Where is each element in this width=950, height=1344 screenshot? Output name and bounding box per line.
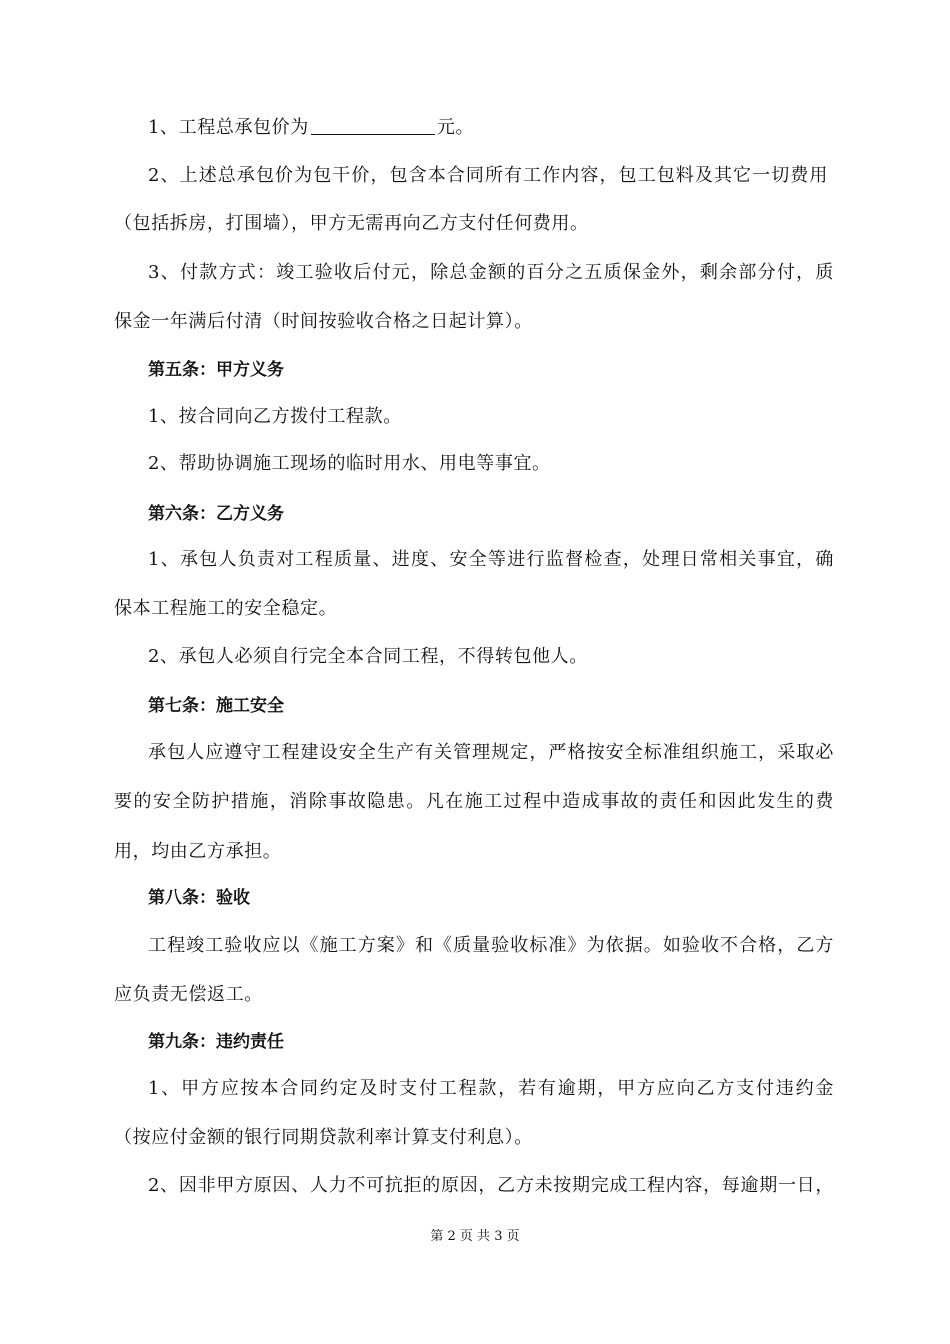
price-clause-prefix: 1、工程总承包价为 <box>148 117 309 138</box>
price-clause-line <box>0 116 950 140</box>
paragraph-line: 工程竣工验收应以《施工方案》和《质量验收标准》为依据。如验收不合格，乙方 <box>148 935 834 956</box>
page-number-footer: 第 2 页 共 3 页 <box>430 1229 520 1244</box>
paragraph-line: 应负责无偿返工。 <box>114 984 263 1005</box>
paragraph-line: （按应付金额的银行同期贷款利率计算支付利息）。 <box>114 1127 533 1148</box>
paragraph-line: 2、因非甲方原因、人力不可抗拒的原因，乙方未按期完成工程内容，每逾期一日， <box>148 1175 834 1196</box>
paragraph-line: 保金一年满后付清（时间按验收合格之日起计算）。 <box>114 311 533 332</box>
paragraph-line: 承包人应遵守工程建设安全生产有关管理规定，严格按安全标准组织施工，采取必 <box>148 742 834 763</box>
price-clause-suffix: 元。 <box>436 117 475 138</box>
paragraph-line: 1、甲方应按本合同约定及时支付工程款，若有逾期，甲方应向乙方支付违约金 <box>148 1078 834 1099</box>
paragraph-line: 2、帮助协调施工现场的临时用水、用电等事宜。 <box>148 453 551 474</box>
paragraph-line: 2、上述总承包价为包干价，包含本合同所有工作内容，包工包料及其它一切费用 <box>148 165 828 186</box>
paragraph-line: 2、承包人必须自行完全本合同工程，不得转包他人。 <box>148 646 588 667</box>
section-heading: 第六条：乙方义务 <box>148 504 284 524</box>
section-heading: 第九条：违约责任 <box>148 1032 284 1052</box>
paragraph-line: （包括拆房，打围墙），甲方无需再向乙方支付任何费用。 <box>114 213 589 234</box>
section-heading: 第七条：施工安全 <box>148 696 284 716</box>
price-blank-underline <box>311 116 435 135</box>
paragraph-line: 要的安全防护措施，消除事故隐患。凡在施工过程中造成事故的责任和因此发生的费 <box>114 791 834 812</box>
section-heading: 第五条：甲方义务 <box>148 360 284 380</box>
paragraph-line: 1、承包人负责对工程质量、进度、安全等进行监督检查，处理日常相关事宜，确 <box>148 549 834 570</box>
section-heading: 第八条：验收 <box>148 888 250 908</box>
paragraph-line: 1、按合同向乙方拨付工程款。 <box>148 406 402 427</box>
paragraph-line: 保本工程施工的安全稳定。 <box>114 598 338 619</box>
paragraph-line: 3、付款方式：竣工验收后付元，除总金额的百分之五质保金外，剩余部分付，质 <box>148 262 834 283</box>
paragraph-line: 用，均由乙方承担。 <box>114 841 282 862</box>
